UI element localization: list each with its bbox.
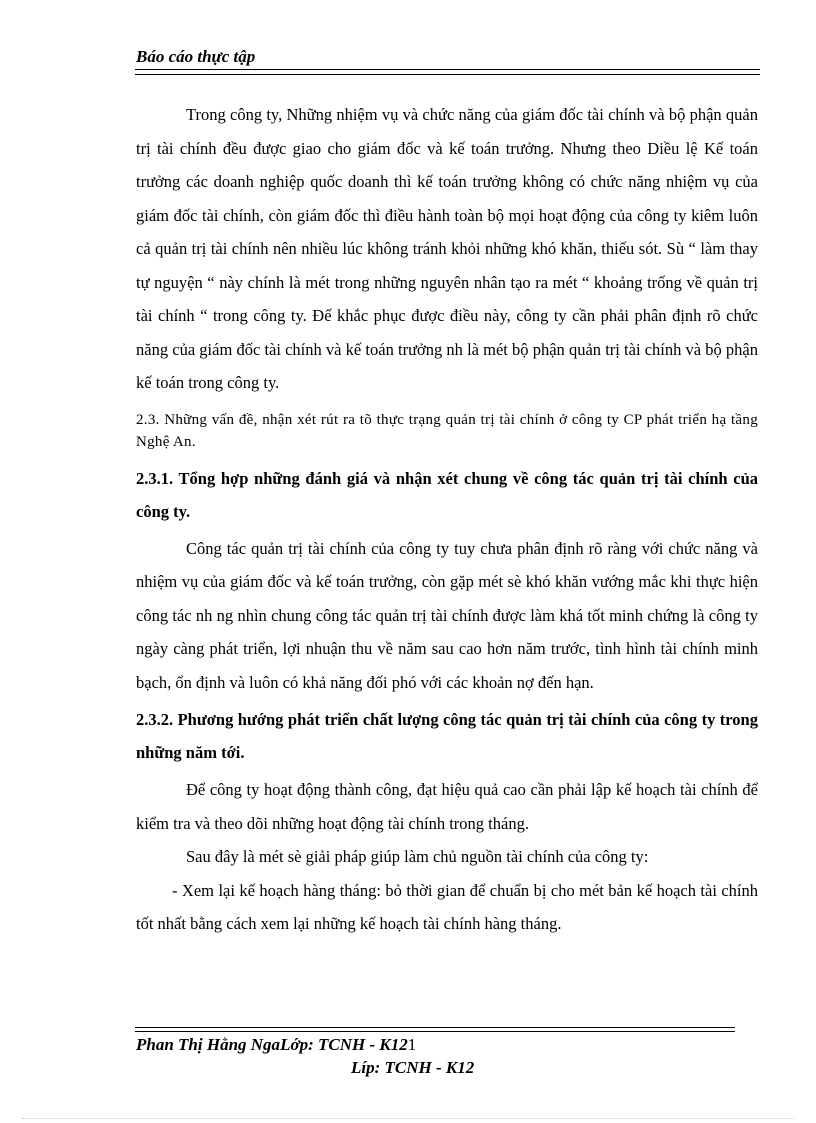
section-heading-2-3-2: 2.3.2. Phương hướng phát triển chất lượng công tác quản trị tài chính của công ty trong những năm tới. <box>136 710 758 762</box>
page-header-title: Báo cáo thực tập <box>136 47 256 66</box>
section-heading-2-3-1: 2.3.1. Tổng hợp những đánh giá và nhận xét chung về công tác quản trị tài chính của công ty. <box>136 468 758 521</box>
paragraph-4: Sau đây là mét sè giải pháp giúp làm chủ nguồn tài chính của công ty: <box>186 847 649 866</box>
paragraph-1: Trong công ty, Những nhiệm vụ và chức năng của giám đốc tài chính và bộ phận quản trị tài chính đều được giao cho giám đốc và kế toán trưởng. Nhưng theo Diều lệ Kế toán trưởng các doanh nghiệp quốc doanh thì kế toán trưởng không có chức năng nhiệm vụ của giám đốc tài chính, còn giám đốc thì điều hành toàn bộ mọi hoạt động của công ty kiêm luôn cả quản trị tài chính nên nhiều lúc không tránh khỏi những khó khăn, thiếu sót. Sù “ làm thay tự nguyện “ này chính là mét trong những nguyên nhân tạo ra mét “ khoảng trống về quản trị tài chính “ trong công ty. Để khắc phục được điều này, công ty cần phải phân định rõ chức năng của giám đốc tài chính và kế toán trưởng nh là mét bộ phận quản trị tài chính và bộ phận kế toán trong công ty. <box>136 105 758 392</box>
footer-author: Phan Thị Hằng Nga <box>136 1035 281 1054</box>
bullet-item-1: - Xem lại kế hoạch hàng tháng: bỏ thời gian để chuẩn bị cho mét bản kế hoạch tài chính tốt nhất bằng cách xem lại những kế hoạch tài chính hàng tháng. <box>136 880 758 933</box>
footer-author-line <box>136 1035 416 1055</box>
page-number: 1 <box>407 1035 417 1054</box>
section-heading-2-3: 2.3. Những vấn đề, nhận xét rút ra tõ thực trạng quản trị tài chính ở công ty CP phát triển hạ tầng Nghệ An. <box>136 411 758 450</box>
paragraph-3: Để công ty hoạt động thành công, đạt hiệu quả cao cần phải lập kế hoạch tài chính để kiểm tra và theo dõi những hoạt động tài chính trong tháng. <box>136 780 758 833</box>
body-text <box>136 98 758 941</box>
footer-class-label-repeat: Líp: TCNH - K12 <box>351 1058 475 1077</box>
footer-class-label: Lớp: TCNH - K12 <box>280 1035 408 1054</box>
header-rule <box>135 69 760 75</box>
footer-rule <box>135 1027 735 1032</box>
paragraph-2: Công tác quản trị tài chính của công ty tuy chưa phân định rõ ràng với chức năng và nhiệm vụ của giám đốc và kế toán trưởng, còn gặp mét sè khó khăn vướng mắc khi thực hiện công tác nh ng nhìn chung công tác quản trị tài chính được làm khá tốt minh chứng là công ty ngày càng phát triển, lợi nhuận thu về năm sau cao hơn năm trước, tình hình tài chính minh bạch, ổn định và luôn có khả năng đối phó với các khoản nợ đến hạn. <box>136 538 758 692</box>
page-edge-divider <box>22 1118 794 1119</box>
